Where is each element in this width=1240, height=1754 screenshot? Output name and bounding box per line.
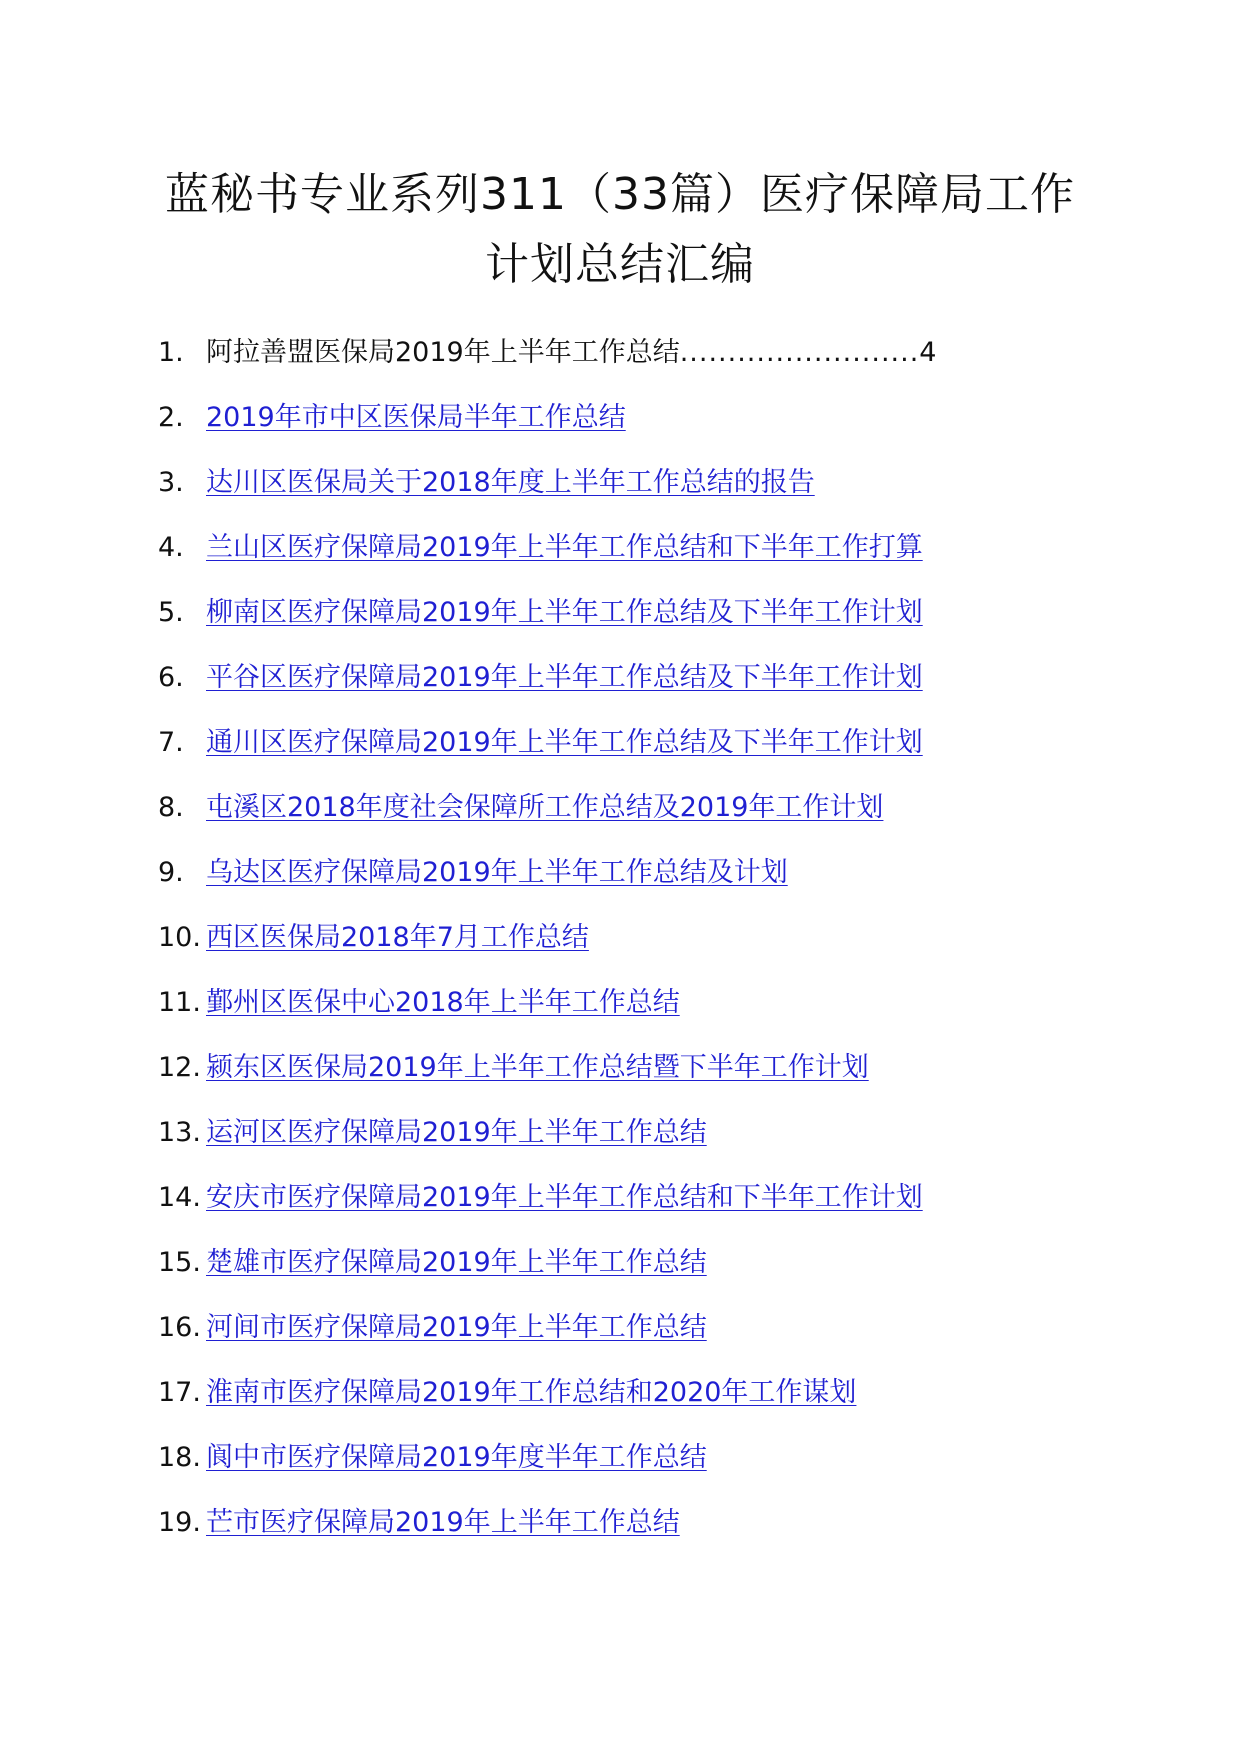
toc-entry-number: 14. (158, 1182, 201, 1213)
toc-entry-content[interactable] (206, 1373, 856, 1413)
toc-entry[interactable] (158, 1178, 1118, 1243)
toc-entry[interactable] (158, 398, 1118, 463)
toc-entry[interactable] (158, 1308, 1118, 1373)
toc-entry-number: 18. (158, 1442, 201, 1473)
toc-entry-content[interactable] (206, 1243, 707, 1283)
toc-entry (158, 333, 1118, 398)
toc-entry[interactable] (158, 918, 1118, 983)
toc-entry-number: 2. (158, 402, 184, 433)
toc-page-number: 4 (919, 337, 937, 368)
toc-entry-content[interactable] (206, 723, 923, 763)
toc-entry-content[interactable] (206, 1438, 707, 1478)
toc-entry-link[interactable]: 柳南区医疗保障局2019年上半年工作总结及下半年工作计划 (206, 597, 923, 628)
toc-entry-link[interactable]: 芒市医疗保障局2019年上半年工作总结 (206, 1507, 680, 1538)
toc-entry-link[interactable]: 楚雄市医疗保障局2019年上半年工作总结 (206, 1247, 707, 1278)
toc-entry[interactable] (158, 1503, 1118, 1568)
toc-entry-content[interactable] (206, 1178, 923, 1218)
toc-entry-number: 4. (158, 532, 184, 563)
toc-entry-content[interactable] (206, 853, 788, 893)
toc-entry[interactable] (158, 463, 1118, 528)
toc-entry[interactable] (158, 983, 1118, 1048)
toc-entry[interactable] (158, 528, 1118, 593)
toc-entry-link[interactable]: 阆中市医疗保障局2019年度半年工作总结 (206, 1442, 707, 1473)
toc-entry-number: 19. (158, 1507, 201, 1538)
toc-entry-content[interactable] (206, 1503, 680, 1543)
toc-entry-number: 1. (158, 337, 184, 368)
toc-entry-number: 17. (158, 1377, 201, 1408)
toc-entry-content[interactable] (206, 528, 923, 568)
toc-entry-link[interactable]: 兰山区医疗保障局2019年上半年工作总结和下半年工作打算 (206, 532, 923, 563)
toc-entry-content[interactable] (206, 463, 815, 503)
toc-entry-content[interactable] (206, 658, 923, 698)
toc-entry-number: 6. (158, 662, 184, 693)
toc-entry[interactable] (158, 1438, 1118, 1503)
toc-entry-link[interactable]: 鄞州区医保中心2018年上半年工作总结 (206, 987, 680, 1018)
toc-entry-number: 10. (158, 922, 201, 953)
toc-entry-content[interactable] (206, 1113, 707, 1153)
toc-entry-link[interactable]: 运河区医疗保障局2019年上半年工作总结 (206, 1117, 707, 1148)
toc-entry-content[interactable] (206, 1308, 707, 1348)
toc-entry[interactable] (158, 1113, 1118, 1178)
toc-entry[interactable] (158, 593, 1118, 658)
toc-entry[interactable] (158, 853, 1118, 918)
toc-entry-content[interactable] (206, 398, 626, 438)
toc-entry-link[interactable]: 乌达区医疗保障局2019年上半年工作总结及计划 (206, 857, 788, 888)
toc-entry-link[interactable]: 西区医保局2018年7月工作总结 (206, 922, 589, 953)
toc-entry-number: 9. (158, 857, 184, 888)
toc-entry[interactable] (158, 1243, 1118, 1308)
toc-entry-content[interactable] (206, 1048, 869, 1088)
toc-entry-link[interactable]: 淮南市医疗保障局2019年工作总结和2020年工作谋划 (206, 1377, 857, 1408)
toc-entry-number: 5. (158, 597, 184, 628)
toc-entry-link[interactable]: 2019年市中区医保局半年工作总结 (206, 402, 626, 433)
toc-entry-link[interactable]: 河间市医疗保障局2019年上半年工作总结 (206, 1312, 707, 1343)
toc-entry[interactable] (158, 788, 1118, 853)
toc-dot-leader: ......................... (679, 337, 920, 368)
page-title: 蓝秘书专业系列311（33篇）医疗保障局工作计划总结汇编 (165, 169, 1075, 290)
toc-entry-content[interactable] (206, 593, 923, 633)
toc-entry-number: 3. (158, 467, 184, 498)
toc-entry-link[interactable]: 安庆市医疗保障局2019年上半年工作总结和下半年工作计划 (206, 1182, 923, 1213)
toc-entry-link[interactable]: 平谷区医疗保障局2019年上半年工作总结及下半年工作计划 (206, 662, 923, 693)
table-of-contents (158, 333, 1118, 1568)
toc-entry-link[interactable]: 通川区医疗保障局2019年上半年工作总结及下半年工作计划 (206, 727, 923, 758)
toc-entry-number: 11. (158, 987, 201, 1018)
toc-entry-content (206, 333, 936, 373)
toc-entry-number: 13. (158, 1117, 201, 1148)
toc-entry-link[interactable]: 达川区医保局关于2018年度上半年工作总结的报告 (206, 467, 815, 498)
toc-entry-number: 16. (158, 1312, 201, 1343)
toc-entry-content[interactable] (206, 788, 883, 828)
toc-entry-number: 7. (158, 727, 184, 758)
toc-entry[interactable] (158, 1048, 1118, 1113)
toc-entry-number: 15. (158, 1247, 201, 1278)
toc-entry-number: 8. (158, 792, 184, 823)
toc-entry-content[interactable] (206, 983, 680, 1023)
toc-entry[interactable] (158, 1373, 1118, 1438)
toc-entry-link[interactable]: 屯溪区2018年度社会保障所工作总结及2019年工作计划 (206, 792, 884, 823)
toc-entry-number: 12. (158, 1052, 201, 1083)
toc-entry-content[interactable] (206, 918, 589, 958)
toc-entry-title: 阿拉善盟医保局2019年上半年工作总结 (206, 337, 680, 368)
toc-entry-link[interactable]: 颍东区医保局2019年上半年工作总结暨下半年工作计划 (206, 1052, 869, 1083)
toc-entry[interactable] (158, 723, 1118, 788)
toc-entry[interactable] (158, 658, 1118, 723)
